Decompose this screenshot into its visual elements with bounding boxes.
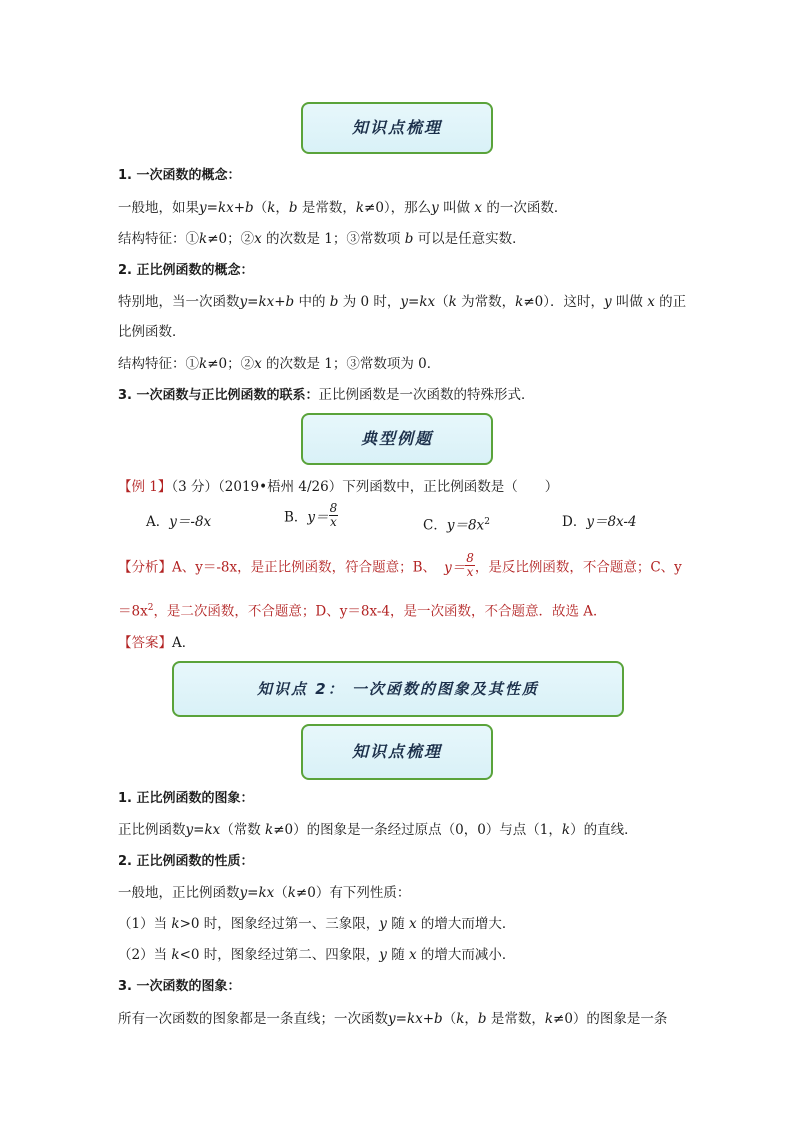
box-title: 典型例题 [360,429,433,448]
s2-line-2: 比例函数． [118,324,186,340]
p2-line-2: 一般地，正比例函数y=kx（k≠0）有下列性质： [118,885,411,901]
analysis-tag: 【分析】 [118,559,172,576]
p2-line-5: 所有一次函数的图象都是一条直线；一次函数y=kx+b（k，b 是常数，k≠0）的图象是一条 [118,1011,668,1027]
option-c: C．$y=8x^2$ [423,517,490,534]
s2-line-3: 结构特征：①k≠0；②x 的次数是 1；③常数项为 0． [118,356,441,372]
analysis-line-1: 【分析】A、y＝-8x，是正比例函数，符合题意；B、 y＝ $\frac{8}{x}$ ，是反比例函数，不合题意；C、y [118,551,682,579]
p2-line-4: （2）当 k<0 时，图象经过第二、四象限，y 随 x 的增大而减小． [118,947,516,963]
s1-line-1: 一般地，如果y=kx+b（k，b 是常数，k≠0），那么y 叫做 x 的一次函数． [118,200,568,216]
p2-heading-1: 1. 正比例函数的图象： [118,791,254,806]
option-a: A．y＝-8x [146,514,212,530]
section-heading-2: 2. 正比例函数的概念： [118,263,254,278]
section-heading-3: 3. 一次函数与正比例函数的联系： [118,388,319,403]
section-box-knowledge-review-2 [301,724,493,780]
s1-line-2: 结构特征：①k≠0；②x 的次数是 1；③常数项 b 可以是任意实数． [118,231,526,247]
section-box-knowledge-point-2 [172,661,624,717]
p2-heading-2: 2. 正比例函数的性质： [118,854,254,869]
section-box-knowledge-review [301,102,493,154]
box-title: 知识点 2： 一次函数的图象及其性质 [257,680,539,698]
s3-line: 3. 一次函数与正比例函数的联系：正比例函数是一次函数的特殊形式． [118,387,535,403]
box-title: 知识点梳理 [351,742,442,761]
answer-line: 【答案】A． [118,635,196,651]
p2-line-1: 正比例函数y=kx（常数 k≠0）的图象是一条经过原点（0，0）与点（1，k）的直线． [118,822,638,838]
answer-tag: 【答案】 [118,635,172,651]
section-heading-1: 1. 一次函数的概念： [118,168,241,183]
p2-heading-3: 3. 一次函数的图象： [118,979,241,994]
option-b: B．y＝ $\frac{8}{x}$ [284,501,338,529]
option-d: D．y＝8x-4 [562,514,637,530]
example-tag: 【例 1】 [118,479,172,495]
p2-line-3: （1）当 k>0 时，图象经过第一、三象限，y 随 x 的增大而增大． [118,916,516,932]
section-box-typical-examples [301,413,493,465]
s2-line-1: 特别地，当一次函数y=kx+b 中的 b 为 0 时，y=kx（k 为常数，k≠0）．这时，y 叫做 x 的正 [118,294,687,310]
analysis-line-2: $=8x^2$，是二次函数，不合题意；D、y＝8x-4，是一次函数，不合题意．故选 A． [118,603,607,620]
box-title: 知识点梳理 [351,118,442,137]
example-1-question: 【例 1】（3 分）（2019•梧州 4/26）下列函数中，正比例函数是（ ） [118,479,559,495]
